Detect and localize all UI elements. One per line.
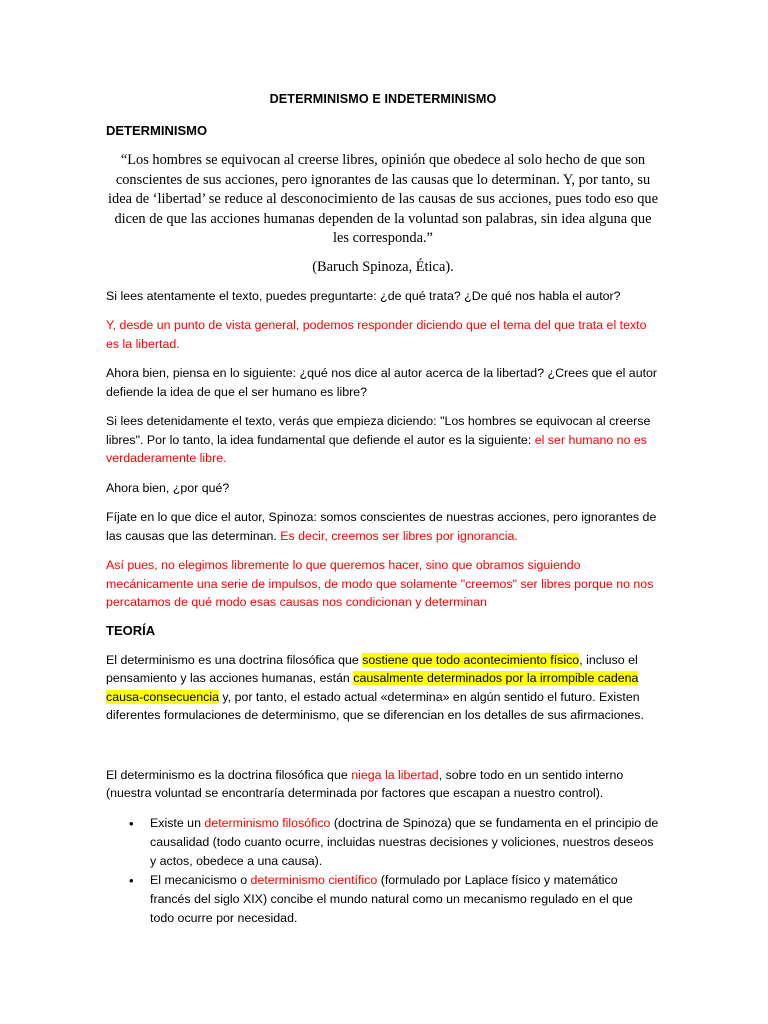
paragraph-spacer xyxy=(106,736,660,766)
definition-text-2: , incluso el pensamiento y las acciones humanas, están xyxy=(106,652,638,685)
paragraph-definition xyxy=(106,651,660,725)
paragraph-reflection: Ahora bien, piensa en lo siguiente: ¿qué nos dice al autor acerca de la libertad? ¿Crees que el autor defiende la idea de que el ser humano es libre? xyxy=(106,366,658,399)
definition-text-1: El determinismo es una doctrina filosófica que xyxy=(106,652,363,667)
bullet-list xyxy=(106,814,660,928)
quote-citation: (Baruch Spinoza, Ética). xyxy=(312,258,454,275)
bullet-emphasis-2: determinismo científico xyxy=(250,872,378,887)
bullet-icon: • xyxy=(129,815,134,831)
list-item xyxy=(129,814,660,871)
denies-text-2: , sobre todo en un sentido interno (nuestra voluntad se encontraría determinada por factores que escapan a nuestro control). xyxy=(106,767,624,800)
document-title: DETERMINISMO E INDETERMINISMO xyxy=(269,92,497,106)
paragraph-conclusion-red: Así pues, no elegimos libremente lo que queremos hacer, sino que obramos siguiendo mecánicamente una serie de impulsos, de modo que solamente "creemos" ser libres porque no nos percatamos de qué modo esas causas nos condicionan y determinan xyxy=(106,558,654,609)
bullet-icon: • xyxy=(129,872,134,888)
paragraph-main-idea xyxy=(106,412,660,468)
main-idea-emphasis: el ser humano no es verdaderamente libre. xyxy=(106,432,647,465)
explanation-text: Fíjate en lo que dice el autor, Spinoza: somos conscientes de nuestras acciones, pero ignorantes de las causas que las determinan. xyxy=(106,510,657,543)
main-idea-text: Si lees detenidamente el texto, verás que empieza diciendo: "Los hombres se equivocan al creerse libres". Por lo tanto, la idea fundamental que defiende el autor es la siguiente: xyxy=(106,414,651,447)
section-heading-teoria: TEORÍA xyxy=(106,622,156,638)
bullet-text-2a: El mecanicismo o xyxy=(150,872,251,887)
paragraph-answer-red: Y, desde un punto de vista general, podemos responder diciendo que el tema del que trata el texto es la libertad. xyxy=(106,318,647,351)
bullet-text-2c: (formulado por Laplace físico y matemático francés del siglo XIX) concibe el mundo natural como un mecanismo regulado en el que todo ocurre por necesidad. xyxy=(150,872,633,925)
definition-highlight-2: causalmente determinados por la irrompible cadena causa-consecuencia xyxy=(106,671,639,704)
paragraph-explanation xyxy=(106,508,660,545)
paragraph-why: Ahora bien, ¿por qué? xyxy=(106,480,230,495)
denies-emphasis: niega la libertad xyxy=(351,767,439,782)
bullet-emphasis-1: determinismo filosófico xyxy=(204,815,331,830)
bullet-text-1a: Existe un xyxy=(150,815,205,830)
section-heading-determinismo: DETERMINISMO xyxy=(106,123,208,138)
paragraph-question: Si lees atentamente el texto, puedes preguntarte: ¿de qué trata? ¿De qué nos habla el autor? xyxy=(106,288,621,303)
definition-highlight-1: sostiene que todo acontecimiento físico xyxy=(362,652,580,667)
paragraph-denies-freedom xyxy=(106,766,660,803)
denies-text-1: El determinismo es la doctrina filosófica que xyxy=(106,767,352,782)
explanation-emphasis: Es decir, creemos ser libres por ignorancia. xyxy=(280,528,518,543)
list-item xyxy=(129,871,660,928)
spinoza-quote: “Los hombres se equivocan al creerse libres, opinión que obedece al solo hecho de que son conscientes de sus acciones, pero ignorantes de las causas que lo determinan. Y, por tanto, su idea de ‘libertad’ se reduce al desconocimiento de las causas de sus acciones, pues todo eso que dicen de que las acciones humanas dependen de la voluntad son palabras, sin idea alguna que les corresponda.” xyxy=(108,152,658,246)
definition-text-3: y, por tanto, el estado actual «determina» en algún sentido el futuro. Existen diferentes formulaciones de determinismo, que se diferencian en los detalles de sus afirmaciones. xyxy=(106,689,644,722)
bullet-text-1c: (doctrina de Spinoza) que se fundamenta en el principio de causalidad (todo cuanto ocurre, incluidas nuestras decisiones y voliciones, nuestros deseos y actos, obedece a una causa). xyxy=(150,815,659,868)
